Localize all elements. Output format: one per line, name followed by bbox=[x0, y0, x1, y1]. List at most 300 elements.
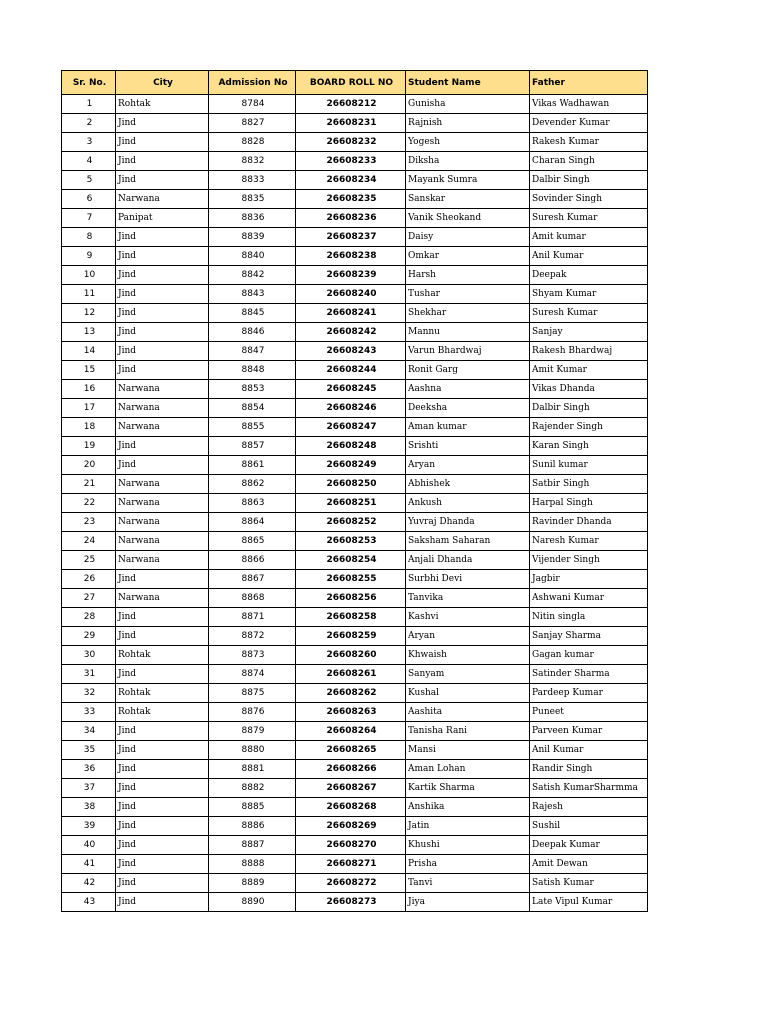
cell-city: Jind bbox=[116, 760, 209, 779]
cell-student-name: Rajnish bbox=[406, 114, 530, 133]
table-row bbox=[62, 627, 648, 646]
cell-board-roll-no: 26608242 bbox=[296, 323, 406, 342]
cell-city: Rohtak bbox=[116, 684, 209, 703]
cell-father: Amit Dewan bbox=[530, 855, 648, 874]
cell-father: Sovinder Singh bbox=[530, 190, 648, 209]
table-header bbox=[62, 71, 648, 95]
cell-sr-no: 26 bbox=[62, 570, 116, 589]
cell-father: Puneet bbox=[530, 703, 648, 722]
header-sr-no: Sr. No. bbox=[62, 71, 116, 95]
cell-admission-no: 8887 bbox=[209, 836, 296, 855]
table-row bbox=[62, 836, 648, 855]
table-row bbox=[62, 817, 648, 836]
table-row bbox=[62, 437, 648, 456]
cell-sr-no: 32 bbox=[62, 684, 116, 703]
cell-admission-no: 8833 bbox=[209, 171, 296, 190]
table-row bbox=[62, 418, 648, 437]
cell-student-name: Shekhar bbox=[406, 304, 530, 323]
cell-board-roll-no: 26608254 bbox=[296, 551, 406, 570]
cell-sr-no: 21 bbox=[62, 475, 116, 494]
cell-city: Narwana bbox=[116, 532, 209, 551]
cell-city: Jind bbox=[116, 817, 209, 836]
cell-father: Naresh Kumar bbox=[530, 532, 648, 551]
cell-student-name: Gunisha bbox=[406, 95, 530, 114]
cell-board-roll-no: 26608267 bbox=[296, 779, 406, 798]
cell-father: Vijender Singh bbox=[530, 551, 648, 570]
cell-sr-no: 43 bbox=[62, 893, 116, 912]
header-city: City bbox=[116, 71, 209, 95]
cell-father: Parveen Kumar bbox=[530, 722, 648, 741]
cell-admission-no: 8866 bbox=[209, 551, 296, 570]
cell-father: Sanjay bbox=[530, 323, 648, 342]
cell-father: Satinder Sharma bbox=[530, 665, 648, 684]
cell-student-name: Srishti bbox=[406, 437, 530, 456]
cell-board-roll-no: 26608238 bbox=[296, 247, 406, 266]
cell-father: Satish Kumar bbox=[530, 874, 648, 893]
cell-father: Dalbir Singh bbox=[530, 171, 648, 190]
cell-student-name: Kushal bbox=[406, 684, 530, 703]
cell-student-name: Vanik Sheokand bbox=[406, 209, 530, 228]
table-row bbox=[62, 152, 648, 171]
cell-board-roll-no: 26608261 bbox=[296, 665, 406, 684]
table-row bbox=[62, 456, 648, 475]
cell-admission-no: 8885 bbox=[209, 798, 296, 817]
cell-student-name: Surbhi Devi bbox=[406, 570, 530, 589]
cell-board-roll-no: 26608265 bbox=[296, 741, 406, 760]
cell-student-name: Kartik Sharma bbox=[406, 779, 530, 798]
cell-board-roll-no: 26608269 bbox=[296, 817, 406, 836]
cell-father: Shyam Kumar bbox=[530, 285, 648, 304]
table-row bbox=[62, 646, 648, 665]
cell-sr-no: 10 bbox=[62, 266, 116, 285]
cell-city: Jind bbox=[116, 304, 209, 323]
cell-admission-no: 8881 bbox=[209, 760, 296, 779]
cell-sr-no: 11 bbox=[62, 285, 116, 304]
header-board-roll-no: BOARD ROLL NO bbox=[296, 71, 406, 95]
cell-admission-no: 8840 bbox=[209, 247, 296, 266]
cell-admission-no: 8863 bbox=[209, 494, 296, 513]
cell-admission-no: 8845 bbox=[209, 304, 296, 323]
cell-father: Vikas Dhanda bbox=[530, 380, 648, 399]
table-row bbox=[62, 665, 648, 684]
cell-city: Jind bbox=[116, 133, 209, 152]
cell-sr-no: 27 bbox=[62, 589, 116, 608]
cell-board-roll-no: 26608248 bbox=[296, 437, 406, 456]
cell-father: Dalbir Singh bbox=[530, 399, 648, 418]
cell-board-roll-no: 26608237 bbox=[296, 228, 406, 247]
cell-student-name: Aashna bbox=[406, 380, 530, 399]
cell-city: Rohtak bbox=[116, 95, 209, 114]
cell-city: Jind bbox=[116, 874, 209, 893]
cell-student-name: Mayank Sumra bbox=[406, 171, 530, 190]
cell-city: Narwana bbox=[116, 475, 209, 494]
cell-sr-no: 9 bbox=[62, 247, 116, 266]
cell-father: Karan Singh bbox=[530, 437, 648, 456]
cell-board-roll-no: 26608231 bbox=[296, 114, 406, 133]
table-row bbox=[62, 304, 648, 323]
cell-student-name: Aman Lohan bbox=[406, 760, 530, 779]
cell-city: Jind bbox=[116, 779, 209, 798]
cell-sr-no: 16 bbox=[62, 380, 116, 399]
cell-sr-no: 35 bbox=[62, 741, 116, 760]
header-student-name: Student Name bbox=[406, 71, 530, 95]
cell-student-name: Aashita bbox=[406, 703, 530, 722]
cell-student-name: Khushi bbox=[406, 836, 530, 855]
cell-father: Deepak bbox=[530, 266, 648, 285]
cell-student-name: Harsh bbox=[406, 266, 530, 285]
table-row bbox=[62, 513, 648, 532]
cell-city: Jind bbox=[116, 437, 209, 456]
cell-board-roll-no: 26608255 bbox=[296, 570, 406, 589]
table-row bbox=[62, 475, 648, 494]
table-body bbox=[62, 95, 648, 912]
cell-admission-no: 8882 bbox=[209, 779, 296, 798]
cell-father: Suresh Kumar bbox=[530, 209, 648, 228]
cell-city: Narwana bbox=[116, 513, 209, 532]
cell-board-roll-no: 26608244 bbox=[296, 361, 406, 380]
cell-student-name: Abhishek bbox=[406, 475, 530, 494]
cell-student-name: Tanvika bbox=[406, 589, 530, 608]
cell-student-name: Mansi bbox=[406, 741, 530, 760]
cell-father: Satbir Singh bbox=[530, 475, 648, 494]
cell-admission-no: 8835 bbox=[209, 190, 296, 209]
cell-admission-no: 8857 bbox=[209, 437, 296, 456]
table-row bbox=[62, 494, 648, 513]
cell-board-roll-no: 26608241 bbox=[296, 304, 406, 323]
cell-sr-no: 34 bbox=[62, 722, 116, 741]
table-row bbox=[62, 95, 648, 114]
cell-sr-no: 5 bbox=[62, 171, 116, 190]
cell-student-name: Anjali Dhanda bbox=[406, 551, 530, 570]
cell-student-name: Jatin bbox=[406, 817, 530, 836]
cell-student-name: Aryan bbox=[406, 627, 530, 646]
table-row bbox=[62, 399, 648, 418]
cell-father: Anil Kumar bbox=[530, 741, 648, 760]
cell-father: Jagbir bbox=[530, 570, 648, 589]
cell-city: Narwana bbox=[116, 380, 209, 399]
cell-student-name: Khwaish bbox=[406, 646, 530, 665]
cell-admission-no: 8848 bbox=[209, 361, 296, 380]
cell-board-roll-no: 26608233 bbox=[296, 152, 406, 171]
cell-father: Gagan kumar bbox=[530, 646, 648, 665]
cell-sr-no: 6 bbox=[62, 190, 116, 209]
table-row bbox=[62, 228, 648, 247]
cell-admission-no: 8843 bbox=[209, 285, 296, 304]
table-row bbox=[62, 190, 648, 209]
cell-student-name: Varun Bhardwaj bbox=[406, 342, 530, 361]
cell-admission-no: 8853 bbox=[209, 380, 296, 399]
cell-student-name: Omkar bbox=[406, 247, 530, 266]
cell-board-roll-no: 26608234 bbox=[296, 171, 406, 190]
cell-city: Jind bbox=[116, 114, 209, 133]
cell-student-name: Saksham Saharan bbox=[406, 532, 530, 551]
cell-city: Jind bbox=[116, 456, 209, 475]
cell-city: Jind bbox=[116, 798, 209, 817]
cell-board-roll-no: 26608251 bbox=[296, 494, 406, 513]
cell-board-roll-no: 26608249 bbox=[296, 456, 406, 475]
cell-board-roll-no: 26608262 bbox=[296, 684, 406, 703]
cell-sr-no: 13 bbox=[62, 323, 116, 342]
cell-admission-no: 8871 bbox=[209, 608, 296, 627]
cell-admission-no: 8865 bbox=[209, 532, 296, 551]
table-row bbox=[62, 608, 648, 627]
cell-sr-no: 29 bbox=[62, 627, 116, 646]
cell-student-name: Aman kumar bbox=[406, 418, 530, 437]
cell-sr-no: 17 bbox=[62, 399, 116, 418]
cell-city: Jind bbox=[116, 836, 209, 855]
cell-city: Jind bbox=[116, 323, 209, 342]
header-father: Father bbox=[530, 71, 648, 95]
table-row bbox=[62, 741, 648, 760]
cell-admission-no: 8868 bbox=[209, 589, 296, 608]
cell-student-name: Tanvi bbox=[406, 874, 530, 893]
cell-city: Jind bbox=[116, 608, 209, 627]
cell-city: Narwana bbox=[116, 589, 209, 608]
cell-father: Sanjay Sharma bbox=[530, 627, 648, 646]
table-row bbox=[62, 532, 648, 551]
cell-admission-no: 8836 bbox=[209, 209, 296, 228]
cell-sr-no: 15 bbox=[62, 361, 116, 380]
cell-sr-no: 4 bbox=[62, 152, 116, 171]
cell-student-name: Kashvi bbox=[406, 608, 530, 627]
cell-father: Devender Kumar bbox=[530, 114, 648, 133]
cell-sr-no: 20 bbox=[62, 456, 116, 475]
cell-admission-no: 8872 bbox=[209, 627, 296, 646]
cell-board-roll-no: 26608266 bbox=[296, 760, 406, 779]
cell-sr-no: 38 bbox=[62, 798, 116, 817]
table-row bbox=[62, 247, 648, 266]
cell-board-roll-no: 26608258 bbox=[296, 608, 406, 627]
cell-board-roll-no: 26608264 bbox=[296, 722, 406, 741]
cell-board-roll-no: 26608252 bbox=[296, 513, 406, 532]
cell-sr-no: 18 bbox=[62, 418, 116, 437]
cell-father: Sunil kumar bbox=[530, 456, 648, 475]
cell-admission-no: 8828 bbox=[209, 133, 296, 152]
cell-city: Jind bbox=[116, 228, 209, 247]
cell-admission-no: 8874 bbox=[209, 665, 296, 684]
table-row bbox=[62, 171, 648, 190]
cell-board-roll-no: 26608260 bbox=[296, 646, 406, 665]
cell-father: Rajesh bbox=[530, 798, 648, 817]
cell-board-roll-no: 26608240 bbox=[296, 285, 406, 304]
cell-board-roll-no: 26608270 bbox=[296, 836, 406, 855]
cell-father: Rajender Singh bbox=[530, 418, 648, 437]
cell-city: Jind bbox=[116, 893, 209, 912]
cell-admission-no: 8888 bbox=[209, 855, 296, 874]
cell-city: Jind bbox=[116, 361, 209, 380]
cell-father: Nitin singla bbox=[530, 608, 648, 627]
cell-admission-no: 8879 bbox=[209, 722, 296, 741]
cell-student-name: Ankush bbox=[406, 494, 530, 513]
cell-sr-no: 2 bbox=[62, 114, 116, 133]
cell-sr-no: 22 bbox=[62, 494, 116, 513]
cell-admission-no: 8864 bbox=[209, 513, 296, 532]
cell-father: Amit kumar bbox=[530, 228, 648, 247]
table-row bbox=[62, 760, 648, 779]
cell-student-name: Mannu bbox=[406, 323, 530, 342]
cell-student-name: Yogesh bbox=[406, 133, 530, 152]
cell-board-roll-no: 26608272 bbox=[296, 874, 406, 893]
cell-admission-no: 8832 bbox=[209, 152, 296, 171]
table-row bbox=[62, 703, 648, 722]
cell-sr-no: 28 bbox=[62, 608, 116, 627]
table-row bbox=[62, 361, 648, 380]
cell-city: Rohtak bbox=[116, 646, 209, 665]
cell-city: Narwana bbox=[116, 551, 209, 570]
cell-city: Jind bbox=[116, 665, 209, 684]
cell-father: Suresh Kumar bbox=[530, 304, 648, 323]
cell-admission-no: 8873 bbox=[209, 646, 296, 665]
cell-father: Pardeep Kumar bbox=[530, 684, 648, 703]
cell-student-name: Anshika bbox=[406, 798, 530, 817]
table-row bbox=[62, 133, 648, 152]
cell-student-name: Sanskar bbox=[406, 190, 530, 209]
cell-admission-no: 8827 bbox=[209, 114, 296, 133]
cell-city: Narwana bbox=[116, 418, 209, 437]
cell-city: Jind bbox=[116, 722, 209, 741]
cell-board-roll-no: 26608212 bbox=[296, 95, 406, 114]
cell-father: Amit Kumar bbox=[530, 361, 648, 380]
cell-board-roll-no: 26608259 bbox=[296, 627, 406, 646]
cell-board-roll-no: 26608236 bbox=[296, 209, 406, 228]
cell-father: Deepak Kumar bbox=[530, 836, 648, 855]
table-row bbox=[62, 893, 648, 912]
cell-student-name: Jiya bbox=[406, 893, 530, 912]
cell-student-name: Sanyam bbox=[406, 665, 530, 684]
cell-board-roll-no: 26608271 bbox=[296, 855, 406, 874]
cell-student-name: Yuvraj Dhanda bbox=[406, 513, 530, 532]
cell-sr-no: 37 bbox=[62, 779, 116, 798]
cell-board-roll-no: 26608250 bbox=[296, 475, 406, 494]
cell-student-name: Prisha bbox=[406, 855, 530, 874]
cell-sr-no: 42 bbox=[62, 874, 116, 893]
cell-sr-no: 12 bbox=[62, 304, 116, 323]
cell-sr-no: 7 bbox=[62, 209, 116, 228]
cell-admission-no: 8867 bbox=[209, 570, 296, 589]
cell-city: Jind bbox=[116, 741, 209, 760]
cell-sr-no: 23 bbox=[62, 513, 116, 532]
table-row bbox=[62, 551, 648, 570]
table-row bbox=[62, 342, 648, 361]
table-row bbox=[62, 779, 648, 798]
cell-board-roll-no: 26608256 bbox=[296, 589, 406, 608]
cell-sr-no: 41 bbox=[62, 855, 116, 874]
cell-city: Jind bbox=[116, 266, 209, 285]
table-row bbox=[62, 855, 648, 874]
cell-city: Jind bbox=[116, 171, 209, 190]
table-row bbox=[62, 722, 648, 741]
cell-board-roll-no: 26608247 bbox=[296, 418, 406, 437]
cell-sr-no: 25 bbox=[62, 551, 116, 570]
cell-admission-no: 8846 bbox=[209, 323, 296, 342]
table-row bbox=[62, 589, 648, 608]
cell-city: Jind bbox=[116, 152, 209, 171]
table-row bbox=[62, 114, 648, 133]
cell-father: Sushil bbox=[530, 817, 648, 836]
cell-city: Jind bbox=[116, 855, 209, 874]
cell-admission-no: 8854 bbox=[209, 399, 296, 418]
cell-father: Harpal Singh bbox=[530, 494, 648, 513]
cell-sr-no: 1 bbox=[62, 95, 116, 114]
cell-admission-no: 8861 bbox=[209, 456, 296, 475]
cell-student-name: Aryan bbox=[406, 456, 530, 475]
cell-city: Narwana bbox=[116, 494, 209, 513]
cell-father: Charan Singh bbox=[530, 152, 648, 171]
cell-board-roll-no: 26608232 bbox=[296, 133, 406, 152]
cell-city: Jind bbox=[116, 247, 209, 266]
cell-admission-no: 8875 bbox=[209, 684, 296, 703]
cell-board-roll-no: 26608246 bbox=[296, 399, 406, 418]
table-row bbox=[62, 874, 648, 893]
cell-board-roll-no: 26608235 bbox=[296, 190, 406, 209]
table-row bbox=[62, 380, 648, 399]
cell-board-roll-no: 26608268 bbox=[296, 798, 406, 817]
cell-city: Jind bbox=[116, 570, 209, 589]
cell-sr-no: 40 bbox=[62, 836, 116, 855]
cell-admission-no: 8876 bbox=[209, 703, 296, 722]
cell-admission-no: 8839 bbox=[209, 228, 296, 247]
header-row bbox=[62, 71, 648, 95]
cell-city: Narwana bbox=[116, 190, 209, 209]
table-row bbox=[62, 684, 648, 703]
cell-father: Ravinder Dhanda bbox=[530, 513, 648, 532]
table-row bbox=[62, 266, 648, 285]
cell-board-roll-no: 26608273 bbox=[296, 893, 406, 912]
cell-board-roll-no: 26608243 bbox=[296, 342, 406, 361]
cell-father: Ashwani Kumar bbox=[530, 589, 648, 608]
cell-city: Jind bbox=[116, 627, 209, 646]
cell-sr-no: 36 bbox=[62, 760, 116, 779]
cell-city: Narwana bbox=[116, 399, 209, 418]
cell-board-roll-no: 26608245 bbox=[296, 380, 406, 399]
cell-sr-no: 31 bbox=[62, 665, 116, 684]
table-row bbox=[62, 323, 648, 342]
cell-sr-no: 39 bbox=[62, 817, 116, 836]
cell-sr-no: 24 bbox=[62, 532, 116, 551]
table-row bbox=[62, 285, 648, 304]
header-admission-no: Admission No bbox=[209, 71, 296, 95]
cell-board-roll-no: 26608263 bbox=[296, 703, 406, 722]
cell-admission-no: 8890 bbox=[209, 893, 296, 912]
cell-father: Vikas Wadhawan bbox=[530, 95, 648, 114]
cell-city: Jind bbox=[116, 285, 209, 304]
cell-sr-no: 3 bbox=[62, 133, 116, 152]
cell-admission-no: 8880 bbox=[209, 741, 296, 760]
cell-father: Rakesh Kumar bbox=[530, 133, 648, 152]
cell-admission-no: 8855 bbox=[209, 418, 296, 437]
cell-father: Satish KumarSharmma bbox=[530, 779, 648, 798]
cell-admission-no: 8784 bbox=[209, 95, 296, 114]
cell-student-name: Deeksha bbox=[406, 399, 530, 418]
cell-father: Late Vipul Kumar bbox=[530, 893, 648, 912]
cell-city: Jind bbox=[116, 342, 209, 361]
cell-student-name: Tushar bbox=[406, 285, 530, 304]
cell-sr-no: 30 bbox=[62, 646, 116, 665]
cell-father: Rakesh Bhardwaj bbox=[530, 342, 648, 361]
cell-admission-no: 8862 bbox=[209, 475, 296, 494]
cell-student-name: Daisy bbox=[406, 228, 530, 247]
cell-sr-no: 19 bbox=[62, 437, 116, 456]
cell-admission-no: 8889 bbox=[209, 874, 296, 893]
cell-student-name: Diksha bbox=[406, 152, 530, 171]
cell-sr-no: 8 bbox=[62, 228, 116, 247]
cell-student-name: Tanisha Rani bbox=[406, 722, 530, 741]
cell-sr-no: 14 bbox=[62, 342, 116, 361]
cell-admission-no: 8847 bbox=[209, 342, 296, 361]
cell-city: Rohtak bbox=[116, 703, 209, 722]
cell-board-roll-no: 26608239 bbox=[296, 266, 406, 285]
cell-city: Panipat bbox=[116, 209, 209, 228]
